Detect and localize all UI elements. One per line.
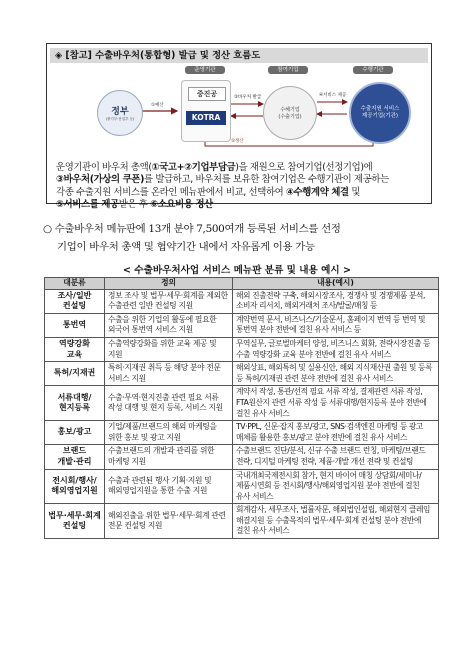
table-row xyxy=(45,504,439,539)
header-category: 대분류 xyxy=(45,278,105,290)
category-cell: 서류대행/ 현지등록 xyxy=(45,386,105,421)
table-row xyxy=(45,386,439,421)
table-title: < 수출바우처사업 서비스 메뉴판 분류 및 내용 예시 > xyxy=(122,265,352,276)
definition-cell: 수출역량강화를 위한 교육 제공 및 지원 xyxy=(105,337,233,361)
bullet-paragraph xyxy=(43,221,443,256)
reference-body-line xyxy=(56,174,428,186)
flow-diagram xyxy=(55,66,425,152)
reference-title: ◈ [참고] 수출바우처(통합형) 발급 및 정산 흐름도 xyxy=(50,48,428,63)
category-cell: 법무·세무·회계 컨설팅 xyxy=(45,504,105,539)
example-cell: 수출브랜드 진단/분석, 신규 수출 브랜드 런칭, 마케팅/브랜드 전략, 디지털 마케팅 전략, 제품·개발 개선 전략 및 컨설팅 xyxy=(233,445,439,469)
operator-org-2: KOTRA xyxy=(186,111,226,125)
body-text: 를 발급하고, 바우처를 보유한 참여기업은 수행기관이 제공하는 xyxy=(144,174,389,186)
operator-header: 운영기관 xyxy=(185,66,225,74)
example-cell: 해외 진출전략 구축, 해외시장조사, 경쟁사 및 경쟁제품 분석, 소비자 리서치, 해외거래처 조사/발굴/매칭 등 xyxy=(233,289,439,313)
body-text: 각종 수출지원 서비스를 온라인 메뉴판에서 비교, 선택하여 xyxy=(56,186,286,198)
definition-cell: 해외진출을 위한 법무·세무·회계 관련 전문 컨설팅 지원 xyxy=(105,504,233,539)
definition-cell: 수출·무역·현지진출 관련 필요 서류 작성 대행 및 현지 등록, 서비스 지원 xyxy=(105,386,233,421)
example-cell: TV·PPL, 신문·잡지 홍보/광고, SNS·검색엔진 마케팅 등 광고 매체를 활용한 홍보/광고 분야 전반에 걸친 유사 서비스 xyxy=(233,421,439,445)
bullet-line-2: 기업이 바우처 총액 및 협약기간 내에서 자유롭게 이용 가능 xyxy=(57,240,315,253)
category-cell: 브랜드 개발·관리 xyxy=(45,445,105,469)
definition-cell: 수출을 위한 기업의 활동에 필요한 외국어 통번역 서비스 지원 xyxy=(105,313,233,337)
table-row xyxy=(45,469,439,504)
table-row xyxy=(45,445,439,469)
arrow-issue-label: ②바우처 발급 xyxy=(234,95,262,100)
body-text: 운영기관이 바우처 총액( xyxy=(56,162,152,173)
category-cell: 전시회/행사/ 해외영업지원 xyxy=(45,469,105,504)
table-row xyxy=(45,313,439,337)
provider-header: 수행기관 xyxy=(353,66,393,74)
table-row xyxy=(45,289,439,313)
example-cell: 계약번역 문서, 비즈니스/기술문서, 홈페이지 번역 등 번역 및 통번역 분야 전반에 걸친 유사 서비스 등 xyxy=(233,313,439,337)
reference-body-line xyxy=(56,199,428,211)
body-text: 받은 후 xyxy=(118,199,151,211)
operator-node xyxy=(181,80,231,142)
bullet-line-1: ○ 수출바우처 메뉴판에 13개 분야 7,500여개 등록된 서비스를 선정 xyxy=(43,223,341,235)
government-label: 정부 xyxy=(111,107,129,117)
definition-cell: 수출브랜드의 개발과 관리를 위한 마케팅 지원 xyxy=(105,445,233,469)
table-header-row xyxy=(45,278,439,290)
provider-node xyxy=(349,82,411,144)
example-cell: 국내개최국제전시회 참가, 현지 바이어 매칭 상담회/세미나/제품시연회 등 전시회/행사/해외영업지원 분야 전반에 걸친 유사 서비스 xyxy=(233,469,439,504)
category-cell: 특허/지재권 xyxy=(45,362,105,386)
definition-cell: 수출과 관련된 행사 기획·지원 및 해외영업지원을 통한 수출 지원 xyxy=(105,469,233,504)
body-text: )을 재원으로 참여기업(선정기업)에 xyxy=(235,162,373,173)
arrow-settle-label: ⑤정산 xyxy=(231,139,244,144)
arrow-budget-label: ①예산 xyxy=(151,103,164,108)
definition-cell: 특허·지재권 취득 등 해당 분야 전문 서비스 지원 xyxy=(105,362,233,386)
reference-body-line xyxy=(56,187,428,199)
service-menu-table xyxy=(44,277,439,539)
category-cell: 홍보/광고 xyxy=(45,421,105,445)
header-definition: 정의 xyxy=(105,278,233,290)
example-cell: 무역실무, 글로벌마케터 양성, 비즈니스 회화, 전략시장진출 등 수출 역량강화 교육 분야 전반에 걸친 유사 서비스 xyxy=(233,337,439,361)
definition-cell: 정보 조사 및 법무·세무·회계를 제외한 수출관련 일반 컨설팅 지원 xyxy=(105,289,233,313)
participant-sub: 수혜기업 (수출기업) xyxy=(278,107,302,120)
category-cell: 역량강화 교육 xyxy=(45,337,105,361)
emphasis-text: ⑤서비스를 제공 xyxy=(56,199,119,211)
arrow-select-label: ④서비스 제공 xyxy=(319,93,347,98)
participant-node xyxy=(263,86,317,140)
emphasis-text: ③바우처(가상의 쿠폰) xyxy=(56,174,145,186)
reference-body-line xyxy=(56,162,428,174)
operator-org-1: 중진공 xyxy=(188,87,226,101)
emphasis-text: ①국고+②기업부담금 xyxy=(151,162,236,173)
table-row xyxy=(45,421,439,445)
category-cell: 조사/일반 컨설팅 xyxy=(45,289,105,313)
example-cell: 계약서 작성, 통관/선적 필요 서류 작성, 결제관련 서류 작성, FTA원산지 관련 서류 작성 등 서류대행/현지등록 분야 전반에 걸친 유사 서비스 xyxy=(233,386,439,421)
emphasis-text: ⑥소요비용 정산 xyxy=(150,199,213,211)
body-text: 및 xyxy=(348,186,361,198)
table-row xyxy=(45,362,439,386)
header-examples: 내용(예시) xyxy=(233,278,439,290)
government-sub: (중기부·산업부 등) xyxy=(105,117,135,121)
table-row xyxy=(45,337,439,361)
emphasis-text: ④수행계약 체결 xyxy=(286,186,349,198)
provider-label: 수출지원 서비스 제공기업(기관) xyxy=(360,106,400,119)
government-node xyxy=(97,90,143,136)
example-cell: 회계감사, 세무조사, 법률자문, 해외법인설립, 해외현지 클레임 해결지원 등 수출목적의 법무·세무·회계 컨설팅 분야 전반에 걸친 유사 서비스 xyxy=(233,504,439,539)
reference-box xyxy=(46,43,432,211)
reference-body xyxy=(56,162,428,212)
participant-header: 참여기업 xyxy=(268,66,308,74)
category-cell: 통번역 xyxy=(45,313,105,337)
example-cell: 해외상표, 해외특허 및 실용신안, 해외 지식재산권 출원 및 등록 등 특허/지재권 관련 분야 전반에 걸친 유사 서비스 xyxy=(233,362,439,386)
definition-cell: 기업/제품/브랜드의 해외 마케팅을 위한 홍보 및 광고 지원 xyxy=(105,421,233,445)
